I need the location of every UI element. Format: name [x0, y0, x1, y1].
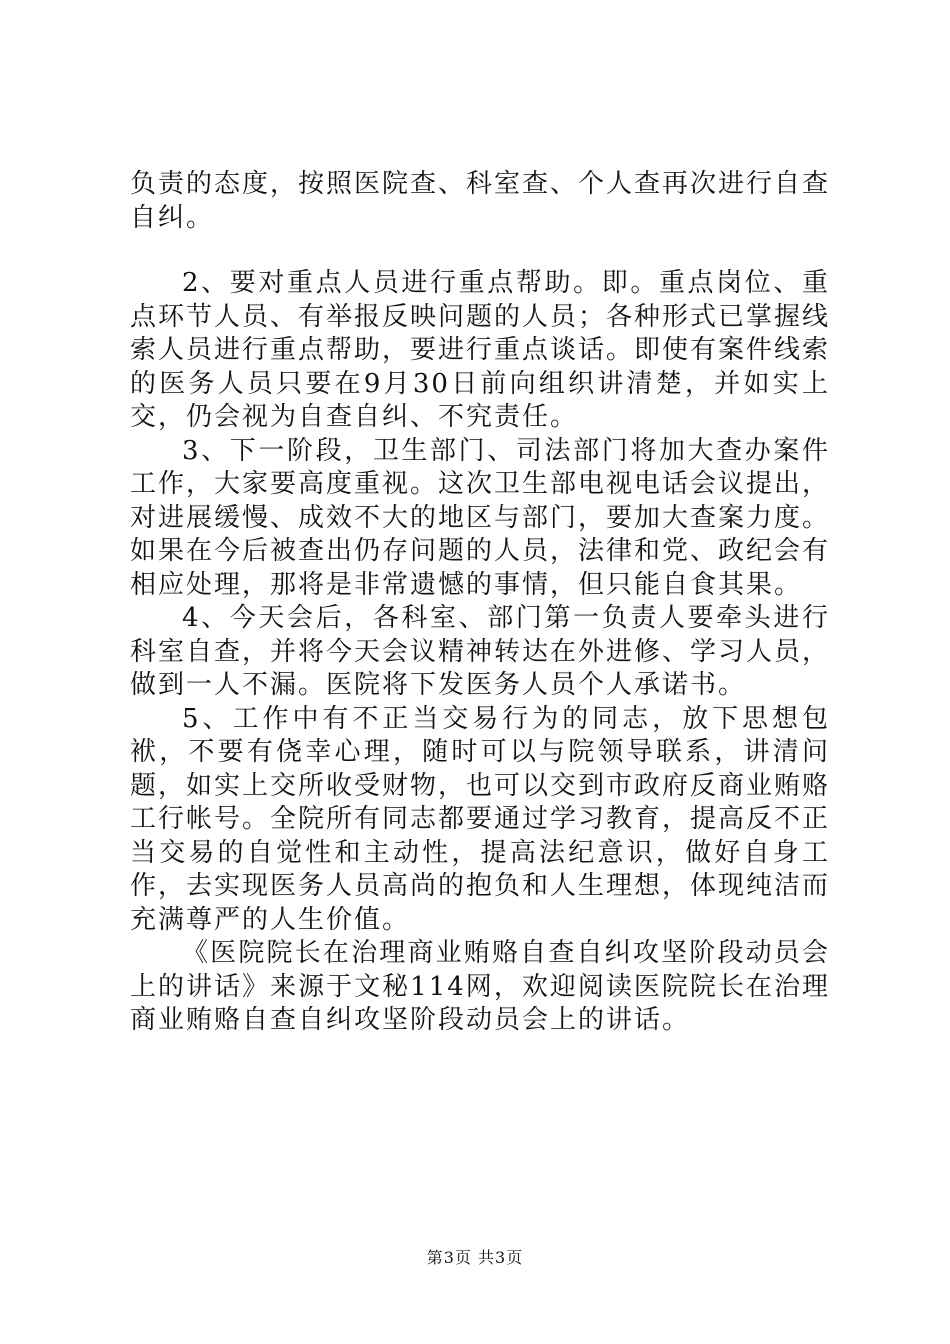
paragraph-item-5: 5、工作中有不正当交易行为的同志，放下思想包袱，不要有侥幸心理，随时可以与院领导联系，讲清问题，如实上交所收受财物，也可以交到市政府反商业贿赂工行帐号。全院所有同志都要通过学习教育，提高反不正当交易的自觉性和主动性，提高法纪意识，做好自身工作，去实现医务人员高尚的抱负和人生理想，体现纯洁而充满尊严的人生价值。 — [130, 703, 831, 935]
paragraph-continuation: 负责的态度，按照医院查、科室查、个人查再次进行自查自纠。 — [130, 169, 831, 233]
page-footer: 第3页 共3页 — [426, 1248, 524, 1267]
paragraph-item-3: 3、下一阶段，卫生部门、司法部门将加大查办案件工作，大家要高度重视。这次卫生部电视电话会议提出，对进展缓慢、成效不大的地区与部门，要加大查案力度。如果在今后被查出仍存问题的人员，法律和党、政纪会有相应处理，那将是非常遗憾的事情，但只能自食其果。 — [130, 435, 831, 600]
document-body — [130, 168, 830, 1038]
paragraph-source-note: 《医院院长在治理商业贿赂自查自纠攻坚阶段动员会上的讲话》来源于文秘114网，欢迎阅读医院院长在治理商业贿赂自查自纠攻坚阶段动员会上的讲话。 — [130, 938, 830, 1035]
paragraph-item-4: 4、今天会后，各科室、部门第一负责人要牵头进行科室自查，并将今天会议精神转达在外进修、学习人员，做到一人不漏。医院将下发医务人员个人承诺书。 — [130, 603, 831, 700]
paragraph-item-2: 2、要对重点人员进行重点帮助。即。重点岗位、重点环节人员、有举报反映问题的人员；各种形式已掌握线索人员进行重点帮助，要进行重点谈话。即使有案件线索的医务人员只要在9月30日前向组织讲清楚，并如实上交，仍会视为自查自纠、不究责任。 — [130, 268, 831, 432]
